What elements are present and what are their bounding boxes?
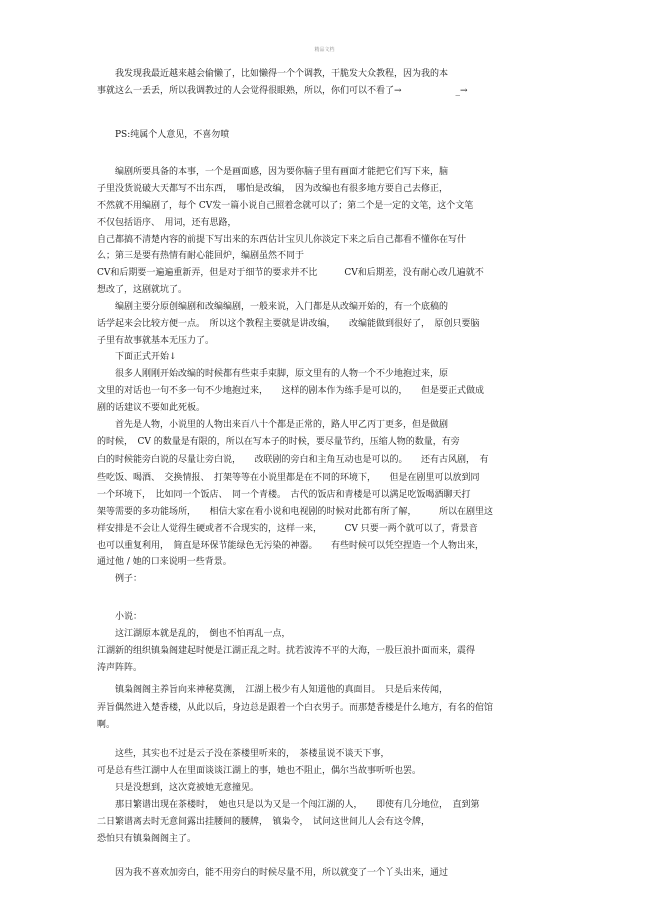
text-line: 话学起来会比较方便一点。 所以这个教程主要就是讲改编， 改编能做到很好了， 原创只要脑 [97,319,480,329]
text-line: 江湖新的组织镇枭阁建起时便是江湖正乱之时。扰若波涛不平的大海，一股巨浪扑面而来，震得 [97,646,476,656]
text-line: 不仅包括语序、 用词，还有思路， [97,218,237,228]
text-line: 架等需要的多功能场所， 相信大家在看小说和电视剧的时候对此都有所了解， 所以在剧里这 [97,507,494,517]
page-header: 精品文档 [314,47,335,53]
text-line: 子里没货说破大天都写不出东西， 哪怕是改编， 因为改编也有很多地方要自己去修正， [97,184,449,194]
text-line: 这江湖原本就是乱的， 倒也不怕再乱一点， [97,629,291,639]
text-line: 啊。 [97,720,116,730]
text-line: 例子： [97,574,143,584]
text-line: 事就这么一丢丢，所以我调教过的人会觉得很眼熟，所以，你们可以不看了→ _→ [97,86,468,96]
text-line: 自己都搞不清楚内容的前提下写出来的东西估计宝贝儿你淡定下来之后自己都看不懂你在写什 [97,235,467,245]
text-line: 这些，其实也不过是云子没在茶楼里听来的， 茶楼虽说不谈天下事， [97,749,390,759]
text-line: 只是没想到，这次竟被她无意撞见。 [97,783,260,793]
text-line: 些吃饭、喝酒、 交换情报、 打架等等在小说里都是在不同的环境下， 但是在剧里可以放到同 [97,473,480,483]
text-line: 二日繁谱离去时无意间露出挂腰间的腰牌， 镇枭令， 试问这世间儿人会有这令牌， [97,817,431,827]
text-line: 镇枭阁阁主养旨向来神秘莫测， 江湖上极少有人知道他的真面目。 只是后来传闻， [97,685,449,695]
text-line: 子里有故事就基本无压力了。 [97,336,215,346]
text-line: 通过他 / 她的口来说明一些背景。 [97,557,232,567]
text-line: 编剧主要分原创编剧和改编编剧，一般来说，入门都是从改编开始的，有一个底稿的 [97,302,449,312]
text-line: 想改了，这剧就坑了。 [97,285,188,295]
text-line: 编剧所要具备的本事，一个是画面感，因为要你脑子里有画面才能把它们写下来，脑 [97,167,449,177]
text-line: 不然就不用编剧了，每个 CV发一篇小说自己照着念就可以了；第二个是一定的文笔，这个文笔 [97,201,474,211]
text-line: CV和后期要一遍遍重新弄，但是对于细节的要求并不比 CV和后期差，没有耐心改几遍就不 [97,268,484,278]
text-line: PS:纯属个人意见，不喜勿喷 [97,130,230,140]
text-line: 因为我不喜欢加旁白，能不用旁白的时候尽量不用，所以就变了一个丫头出来，通过 [97,868,449,878]
text-line: 也可以重复利用， 简直是环保节能绿色无污染的神器。 有些时候可以凭空捏造一个人物出来， [97,541,485,551]
text-line: 白的时候能旁白说的尽量让旁白说， 改联剧的旁白和主角互动也是可以的。 还有古风剧， 有 [97,455,489,465]
text-line: 么；第三是要有热情有耐心能回炉，编剧虽然不同于 [97,251,305,261]
text-line: 恐怕只有镇枭阁阁主了。 [97,834,197,844]
text-line: 弄旨偶然进入楚香楼，从此以后，身边总是跟着一个白衣男子。而那楚香楼是什么地方，有名的倌馆 [97,703,494,713]
text-line: 首先是人物，小说里的人物出来百八十个都是正常的，路人甲乙丙丁更多，但是做剧 [97,420,449,430]
text-line: 文里的对话也一句不多一句不少地抱过来， 这样的剧本作为练手是可以的， 但是要正式做成 [97,386,485,396]
text-line: 那日繁谱出现在茶楼时， 她也只是以为又是一个闯江湖的人， 即使有几分地位， 直到第 [97,800,480,810]
text-line: 我发现我最近越来越会偷懒了，比如懒得一个个调教，干脆发大众教程，因为我的本 [97,69,449,79]
text-line: 下面正式开始↓ [97,352,177,362]
text-line: 样安排是不会让人觉得生硬或者不合现实的，这样一来， CV 只要一两个就可以了，背景音 [97,524,478,534]
text-line: 很多人刚刚开始改编的时候都有些束手束脚，原文里有的人物一个不少地抱过来，原 [97,369,449,379]
text-line: 可是总有些江湖中人在里面谈谈江湖上的事，她也不阻止，偶尔当故事听听也罢。 [97,766,422,776]
text-line: 一个环境下， 比如同一个饭店、 同一个青楼。 古代的饭店和青楼是可以满足吃饭喝酒聊天打 [97,490,471,500]
text-line: 小说： [97,612,143,622]
text-line: 涛声阵阵。 [97,663,143,673]
text-line: 剧的话建议不要如此死板。 [97,403,206,413]
text-line: 的时候， CV 的数量是有限的，所以在写本子的时候，要尽量节约，压缩人物的数量，有旁 [97,437,460,447]
